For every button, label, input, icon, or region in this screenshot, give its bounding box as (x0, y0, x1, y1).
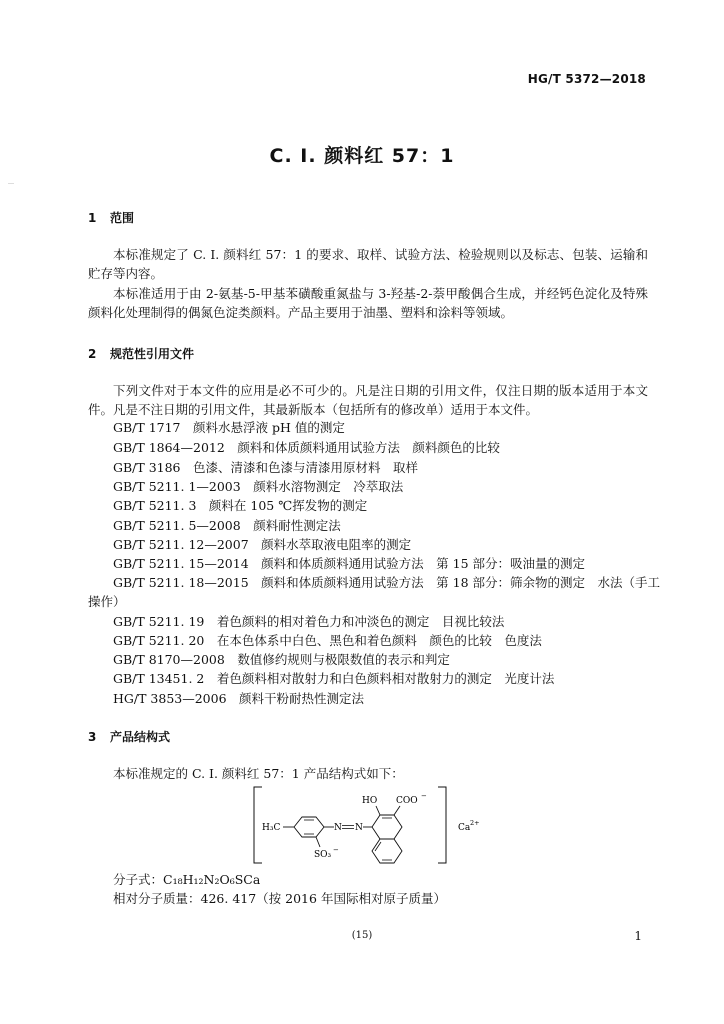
formula-value: C₁₈H₁₂N₂O₆SCa (163, 872, 261, 887)
azo-label-1: N (334, 823, 342, 833)
scan-margin-mark (8, 183, 14, 184)
structural-formula (250, 785, 490, 867)
reference-item: GB/T 5211. 18—2015 颜料和体质颜料通用试验方法 第 18 部分：筛余物的测定 水法（手工 (113, 575, 661, 590)
section-number: 2 (88, 347, 97, 361)
molecular-formula (113, 870, 260, 889)
mass-value: 426. 417（按 2016 年国际相对原子质量） (200, 891, 446, 906)
naphthalene-ring-1 (372, 815, 402, 839)
reference-item: GB/T 5211. 15—2014 颜料和体质颜料通用试验方法 第 15 部分：吸油量的测定 (113, 556, 586, 571)
section-3-heading (88, 728, 170, 745)
section-1-heading (88, 209, 134, 226)
formula-label: 分子式： (113, 872, 164, 887)
structure-intro: 本标准规定的 C. I. 颜料红 57：1 产品结构式如下： (113, 766, 404, 781)
reference-item-continuation: 操作） (88, 594, 126, 609)
calcium-charge: 2+ (470, 819, 480, 827)
reference-item: GB/T 5211. 12—2007 颜料水萃取液电阻率的测定 (113, 537, 412, 552)
sulfonate-label: SO₃ (314, 850, 332, 860)
page-number-center: (15) (351, 930, 373, 941)
reference-item: GB/T 13451. 2 着色颜料相对散射力和白色颜料相对散射力的测定 光度计法 (113, 671, 555, 686)
molecular-mass (113, 889, 446, 908)
section-number: 1 (88, 211, 97, 225)
section-2-heading (88, 345, 194, 362)
section-title: 规范性引用文件 (110, 347, 195, 361)
document-title: C. I. 颜料红 57：1 (269, 145, 455, 167)
naphthalene-ring-2 (372, 839, 402, 863)
right-bracket (438, 787, 446, 863)
standard-code: HG/T 5372—2018 (527, 72, 646, 86)
section-title: 产品结构式 (110, 730, 171, 744)
reference-item: GB/T 1864—2012 颜料和体质颜料通用试验方法 颜料颜色的比较 (113, 440, 500, 455)
page-number-right: 1 (634, 929, 642, 943)
mass-label: 相对分子质量： (113, 891, 201, 906)
calcium-label: Ca (458, 823, 471, 833)
reference-item: GB/T 5211. 19 着色颜料的相对着色力和冲淡色的测定 目视比较法 (113, 614, 505, 629)
azo-label-2: N (355, 823, 363, 833)
section-number: 3 (88, 730, 97, 744)
methyl-label: H₃C (262, 823, 281, 833)
reference-item: GB/T 3186 色漆、清漆和色漆与清漆用原材料 取样 (113, 460, 419, 475)
section-title: 范围 (110, 211, 135, 225)
hydroxyl-label: HO (362, 796, 378, 806)
left-bracket (254, 787, 262, 863)
scope-paragraph-2: 本标准适用于由 2-氨基-5-甲基苯磺酸重氮盐与 3-羟基-2-萘甲酸偶合生成，并经钙色淀化及特殊颜料化处理制得的偶氮色淀类颜料。产品主要用于油墨、塑料和涂料等领域。 (88, 286, 648, 320)
scope-paragraph-1: 本标准规定了 C. I. 颜料红 57：1 的要求、取样、试验方法、检验规则以及标志、包装、运输和贮存等内容。 (88, 247, 648, 281)
carboxylate-charge: − (421, 792, 427, 800)
reference-item: GB/T 5211. 3 颜料在 105 ℃挥发物的测定 (113, 498, 368, 513)
sulfonate-charge: − (333, 846, 339, 854)
carboxylate-label: COO (396, 796, 418, 806)
reference-item: GB/T 8170—2008 数值修约规则与极限数值的表示和判定 (113, 652, 450, 667)
reference-item: GB/T 1717 颜料水悬浮液 pH 值的测定 (113, 420, 345, 435)
reference-item: HG/T 3853—2006 颜料干粉耐热性测定法 (113, 691, 365, 706)
reference-item: GB/T 5211. 1—2003 颜料水溶物测定 冷萃取法 (113, 479, 404, 494)
reference-item: GB/T 5211. 20 在本色体系中白色、黑色和着色颜料 颜色的比较 色度法 (113, 633, 542, 648)
reference-item: GB/T 5211. 5—2008 颜料耐性测定法 (113, 518, 341, 533)
references-intro: 下列文件对于本文件的应用是必不可少的。凡是注日期的引用文件，仅注日期的版本适用于本文件。凡是不注日期的引用文件，其最新版本（包括所有的修改单）适用于本文件。 (88, 383, 648, 417)
